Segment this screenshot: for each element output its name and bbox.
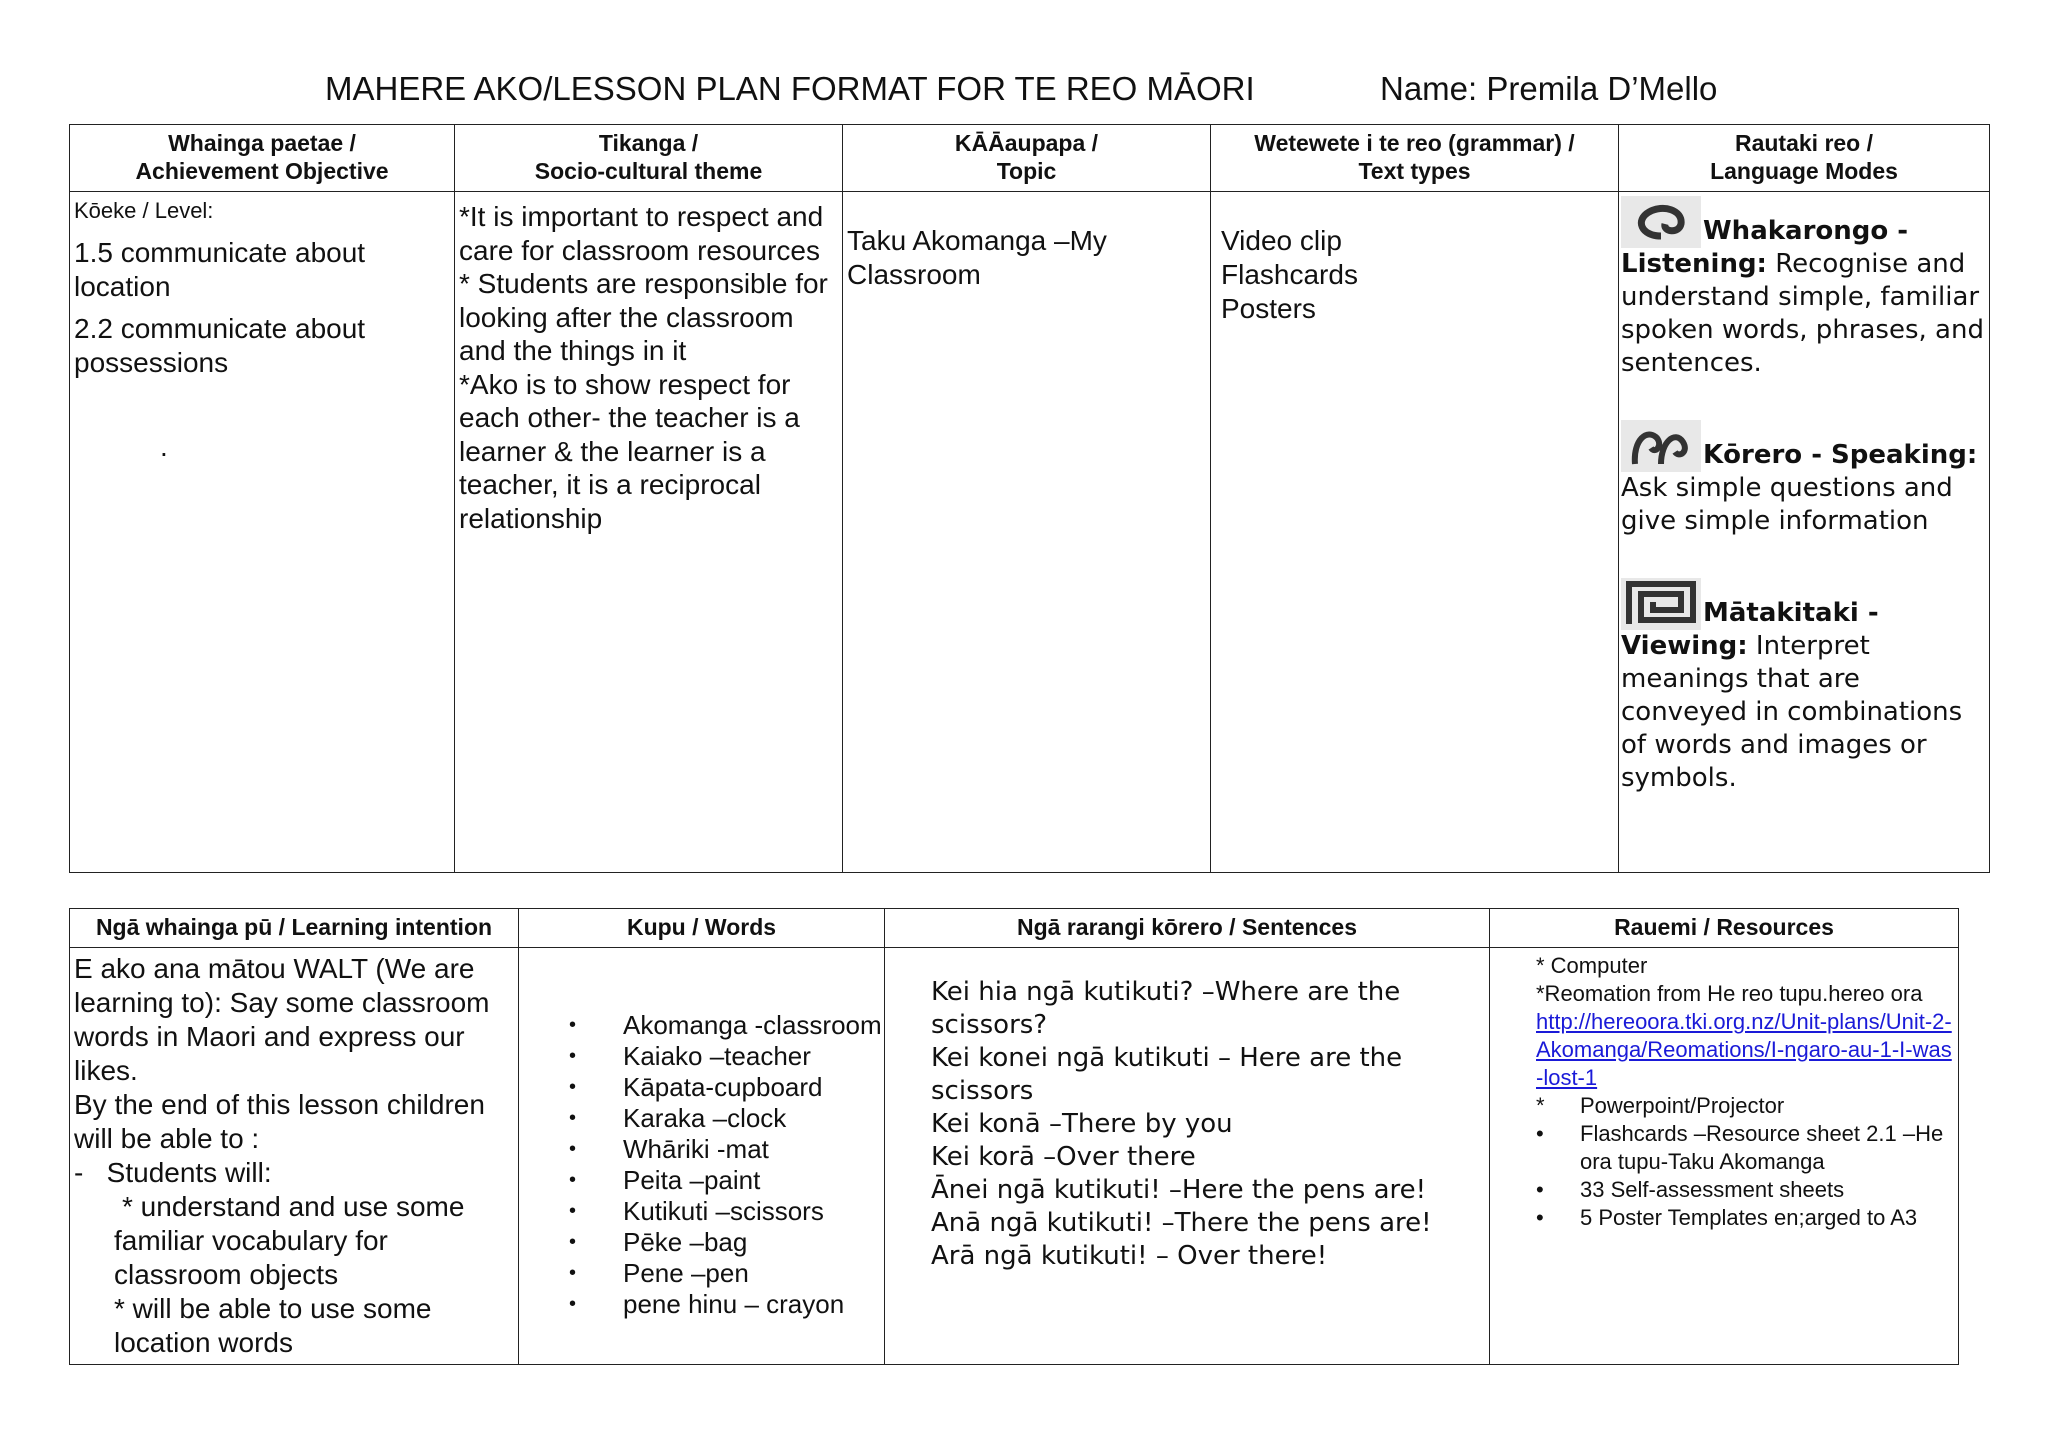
stray-dot: . [160, 431, 168, 462]
lesson-overview-table [69, 124, 1990, 873]
text-types-cell [1211, 192, 1619, 873]
list-item: • Pene –pen [519, 1258, 884, 1289]
sentence: Kei korā –Over there [931, 1142, 1196, 1172]
table-row [70, 948, 1959, 1365]
header-text-types: Wetewete i te reo (grammar) / Text types [1211, 125, 1619, 192]
mode-listening: Whakarongo - Listening: Recognise and understand simple, familiar spoken words, phrases, and sentences. [1621, 196, 1985, 380]
objective-cell [70, 192, 455, 873]
level-label: Kōeke / Level: [74, 198, 214, 223]
intention-end: By the end of this lesson children will be able to : [74, 1089, 485, 1154]
header-sociocultural-theme: Tikanga / Socio-cultural theme [455, 125, 843, 192]
resource-item: • 33 Self-assessment sheets [1536, 1177, 1845, 1202]
language-modes-cell [1619, 192, 1990, 873]
mode-viewing: Mātakitaki - Viewing: Interpret meanings that are conveyed in combinations of words and images or symbols. [1621, 578, 1985, 795]
text-type-item: Flashcards [1221, 259, 1358, 290]
reomation-link[interactable]: http://hereoora.tki.org.nz/Unit-plans/Unit-2-Akomanga/Reomations/I-ngaro-au-1-I-was-lost-1 [1536, 1009, 1952, 1090]
header-language-modes: Rautaki reo / Language Modes [1619, 125, 1990, 192]
header-achievement-objective: Whainga paetae / Achievement Objective [70, 125, 455, 192]
sentences-cell [885, 948, 1490, 1365]
sentence: Kei konei ngā kutikuti – Here are the scissors [931, 1043, 1403, 1106]
intention-item: * will be able to use some location words [114, 1293, 432, 1358]
list-item: • pene hinu – crayon [519, 1289, 884, 1320]
intention-walt: E ako ana mātou WALT (We are learning to): Say some classroom words in Maori and express our likes. [74, 953, 490, 1086]
header-learning-intention: Ngā whainga pū / Learning intention [70, 909, 519, 948]
table-header-row [70, 125, 1990, 192]
list-item: • Kāpata-cupboard [519, 1072, 884, 1103]
resource-item: * Computer [1536, 953, 1648, 978]
intention-students: - Students will: [74, 1157, 272, 1188]
spiral-koru-icon [1621, 196, 1703, 248]
table-header-row [70, 909, 1959, 948]
author-name: Name: Premila D’Mello [1380, 70, 1718, 107]
text-type-item: Posters [1221, 293, 1316, 324]
sentence: Anā ngā kutikuti! –There the pens are! [931, 1208, 1432, 1238]
list-item: • Whāriki -mat [519, 1134, 884, 1165]
header-resources: Rauemi / Resources [1490, 909, 1959, 948]
list-item: • Karaka –clock [519, 1103, 884, 1134]
objective-item: 2.2 communicate about possessions [74, 313, 366, 378]
speaking-koru-icon [1621, 420, 1703, 472]
list-item: • Pēke –bag [519, 1227, 884, 1258]
sentence: Arā ngā kutikuti! – Over there! [931, 1241, 1328, 1271]
learning-intention-cell [70, 948, 519, 1365]
list-item: • Peita –paint [519, 1165, 884, 1196]
sentence: Ānei ngā kutikuti! –Here the pens are! [931, 1175, 1427, 1205]
topic-cell [843, 192, 1211, 873]
header-words: Kupu / Words [519, 909, 885, 948]
list-item: • Kutikuti –scissors [519, 1196, 884, 1227]
text-type-item: Video clip [1221, 225, 1342, 256]
lesson-detail-table [69, 908, 1959, 1365]
viewing-spiral-icon [1621, 578, 1703, 630]
sentence: Kei konā –There by you [931, 1109, 1233, 1139]
resource-item: • 5 Poster Templates en;arged to A3 [1536, 1205, 1918, 1230]
header-sentences: Ngā rarangi kōrero / Sentences [885, 909, 1490, 948]
list-item: • Kaiako –teacher [519, 1041, 884, 1072]
page-title: MAHERE AKO/LESSON PLAN FORMAT FOR TE REO MĀORI [325, 70, 1255, 107]
page-header [325, 70, 1775, 114]
resource-item: *Reomation from He reo tupu.hereo ora [1536, 981, 1923, 1006]
table-row [70, 192, 1990, 873]
topic-text: Taku Akomanga –My Classroom [847, 225, 1107, 290]
resources-cell [1490, 948, 1959, 1365]
sociocultural-text: *It is important to respect and care for classroom resources * Students are responsible for looking after the classroom and the things in it *Ako is to show respect for each other- the teacher is a learner & the learner is a teacher, it is a reciprocal relationship [459, 201, 828, 534]
list-item: • Akomanga -classroom [519, 1010, 884, 1041]
sociocultural-cell [455, 192, 843, 873]
words-cell [519, 948, 885, 1365]
resource-item: • Flashcards –Resource sheet 2.1 –He ora tupu-Taku Akomanga [1536, 1121, 1944, 1174]
intention-item: * understand and use some familiar vocabulary for classroom objects [114, 1191, 465, 1290]
objective-item: 1.5 communicate about location [74, 237, 366, 302]
resource-item: * Powerpoint/Projector [1536, 1093, 1785, 1118]
header-topic: KĀĀaupapa / Topic [843, 125, 1211, 192]
mode-speaking: Kōrero - Speaking: Ask simple questions and give simple information [1621, 420, 1985, 538]
word-list [519, 948, 884, 1320]
sentence: Kei hia ngā kutikuti? –Where are the scissors? [931, 977, 1401, 1040]
